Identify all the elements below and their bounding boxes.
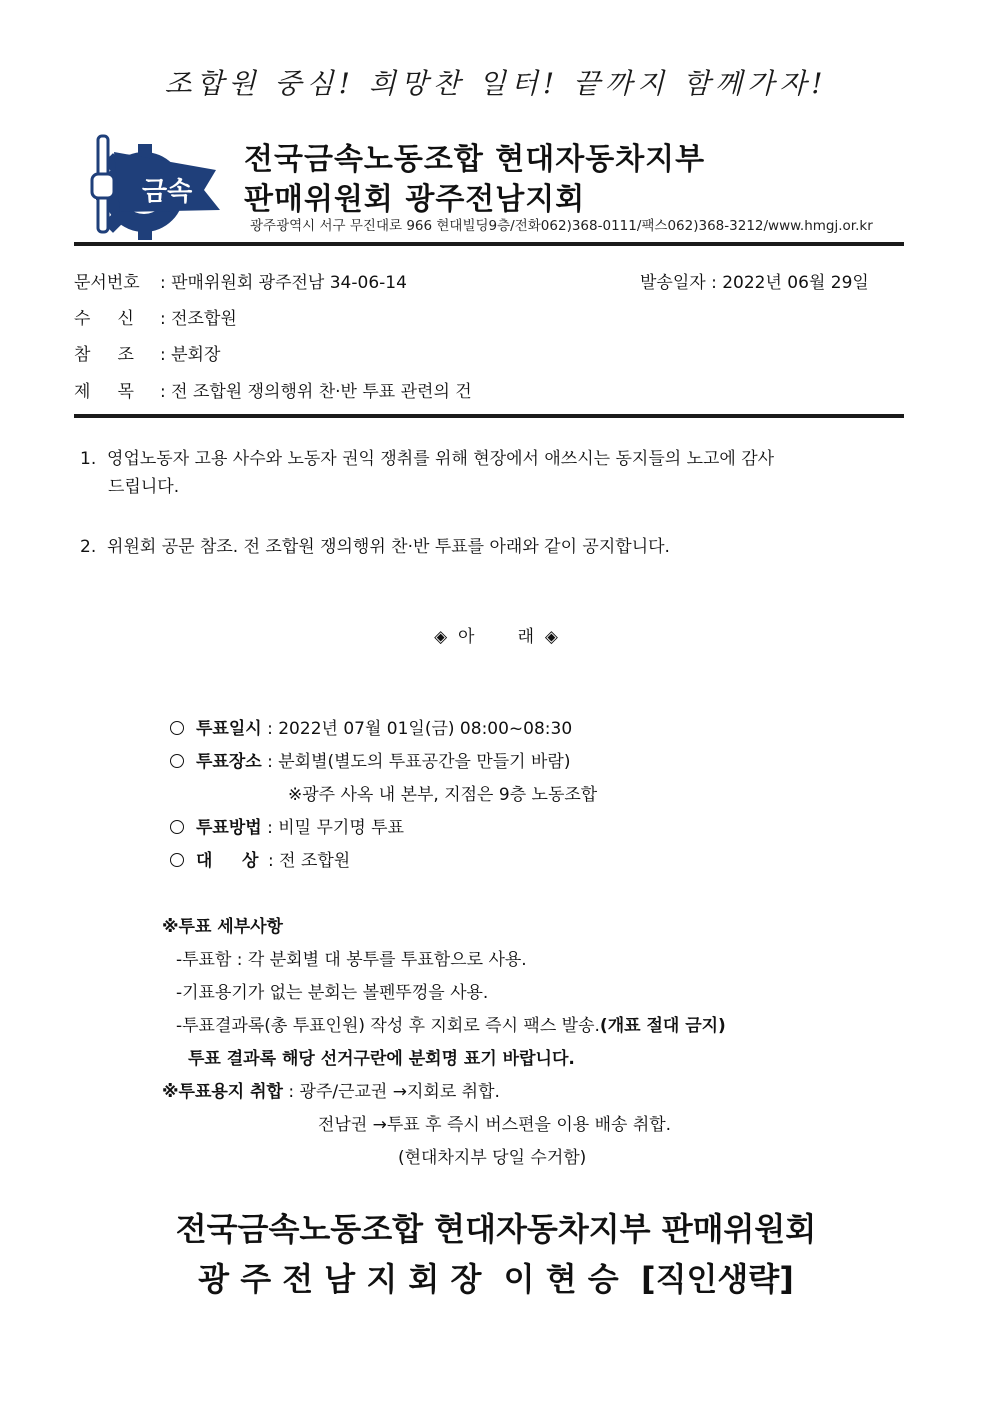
vote-date-item (170, 714, 572, 739)
vote-place-label: 투표장소 (196, 752, 262, 772)
subject: : 전 조합원 쟁의행위 찬·반 투표 관련의 건 (160, 382, 472, 402)
circle-bullet-icon (170, 853, 184, 867)
collection-value: : 광주/근교권 →지회로 취합. (282, 1082, 500, 1102)
vote-place-item (170, 747, 570, 772)
recipient: : 전조합원 (160, 309, 237, 329)
circle-bullet-icon (170, 721, 184, 735)
vote-method-item (170, 813, 404, 838)
collection-row (162, 1077, 500, 1102)
org-name-line1: 전국금속노동조합 현대자동차지부 (244, 142, 706, 177)
vote-place-note: ※광주 사옥 내 본부, 지점은 9층 노동조합 (288, 785, 598, 805)
doc-number: : 판매위원회 광주전남 34-06-14 (160, 273, 407, 293)
doc-number-row (74, 268, 407, 293)
doc-number-label: 문서번호 (74, 273, 140, 293)
recipient-row (74, 304, 237, 329)
subject-row (74, 377, 472, 402)
paragraph-1-line2: 드립니다. (108, 477, 180, 497)
union-logo (84, 130, 226, 242)
header-divider (74, 242, 904, 246)
details-line-3 (176, 1011, 726, 1036)
send-date: 발송일자 : 2022년 06월 29일 (640, 273, 869, 293)
vote-target-item (170, 846, 350, 871)
vote-method-value: : 비밀 무기명 투표 (267, 818, 405, 838)
meta-divider (74, 414, 904, 418)
vote-target-label: 대 상 (196, 851, 259, 871)
reference-row (74, 340, 220, 365)
slogan: 조합원 중심! 희망찬 일터! 끝까지 함께가자! (164, 67, 828, 100)
collection-label: ※투표용지 취합 (162, 1082, 283, 1102)
vote-place-value: : 분회별(별도의 투표공간을 만들기 바람) (267, 752, 571, 772)
subject-label: 제 목 (74, 382, 134, 402)
details-line-4: 투표 결과록 해당 선거구란에 분회명 표기 바랍니다. (188, 1049, 575, 1069)
paragraph-2: 2. 위원회 공문 참조. 전 조합원 쟁의행위 찬·반 투표를 아래와 같이 공지합니다. (80, 537, 670, 557)
notice-heading: ◈ 아 래 ◈ (434, 627, 558, 647)
org-address: 광주광역시 서구 무진대로 966 현대빌딩9층/전화062)368-0111/팩스062)368-3212/www.hmgj.or.kr (250, 218, 873, 234)
reference-label: 참 조 (74, 345, 134, 365)
collection-line-2: 전남권 →투표 후 즉시 버스편을 이용 배송 취합. (318, 1115, 672, 1135)
org-name-line2: 판매위원회 광주전남지회 (244, 182, 586, 217)
details-line-3-warning: (개표 절대 금지) (599, 1016, 726, 1036)
vote-method-label: 투표방법 (196, 818, 262, 838)
circle-bullet-icon (170, 820, 184, 834)
signature-name: 광 주 전 남 지 회 장 이 현 승 [직인생략] (198, 1260, 794, 1298)
details-title: ※투표 세부사항 (162, 917, 283, 937)
details-line-3-text: -투표결과록(총 투표인원) 작성 후 지회로 즉시 팩스 발송. (176, 1016, 600, 1036)
details-line-2: -기표용기가 없는 분회는 볼펜뚜껑을 사용. (176, 983, 489, 1003)
signature-org: 전국금속노동조합 현대자동차지부 판매위원회 (175, 1210, 817, 1248)
logo-text: 금속 (142, 177, 193, 207)
vote-target-value: : 전 조합원 (268, 851, 351, 871)
paragraph-1-line1: 1. 영업노동자 고용 사수와 노동자 권익 쟁취를 위해 현장에서 애쓰시는 동지들의 노고에 감사 (80, 449, 775, 469)
collection-line-3: (현대차지부 당일 수거함) (398, 1148, 587, 1168)
vote-date-label: 투표일시 (196, 719, 262, 739)
recipient-label: 수 신 (74, 309, 134, 329)
vote-date-value: : 2022년 07월 01일(금) 08:00~08:30 (267, 719, 573, 739)
details-line-1: -투표함 : 각 분회별 대 봉투를 투표함으로 사용. (176, 950, 527, 970)
circle-bullet-icon (170, 754, 184, 768)
reference: : 분회장 (160, 345, 221, 365)
